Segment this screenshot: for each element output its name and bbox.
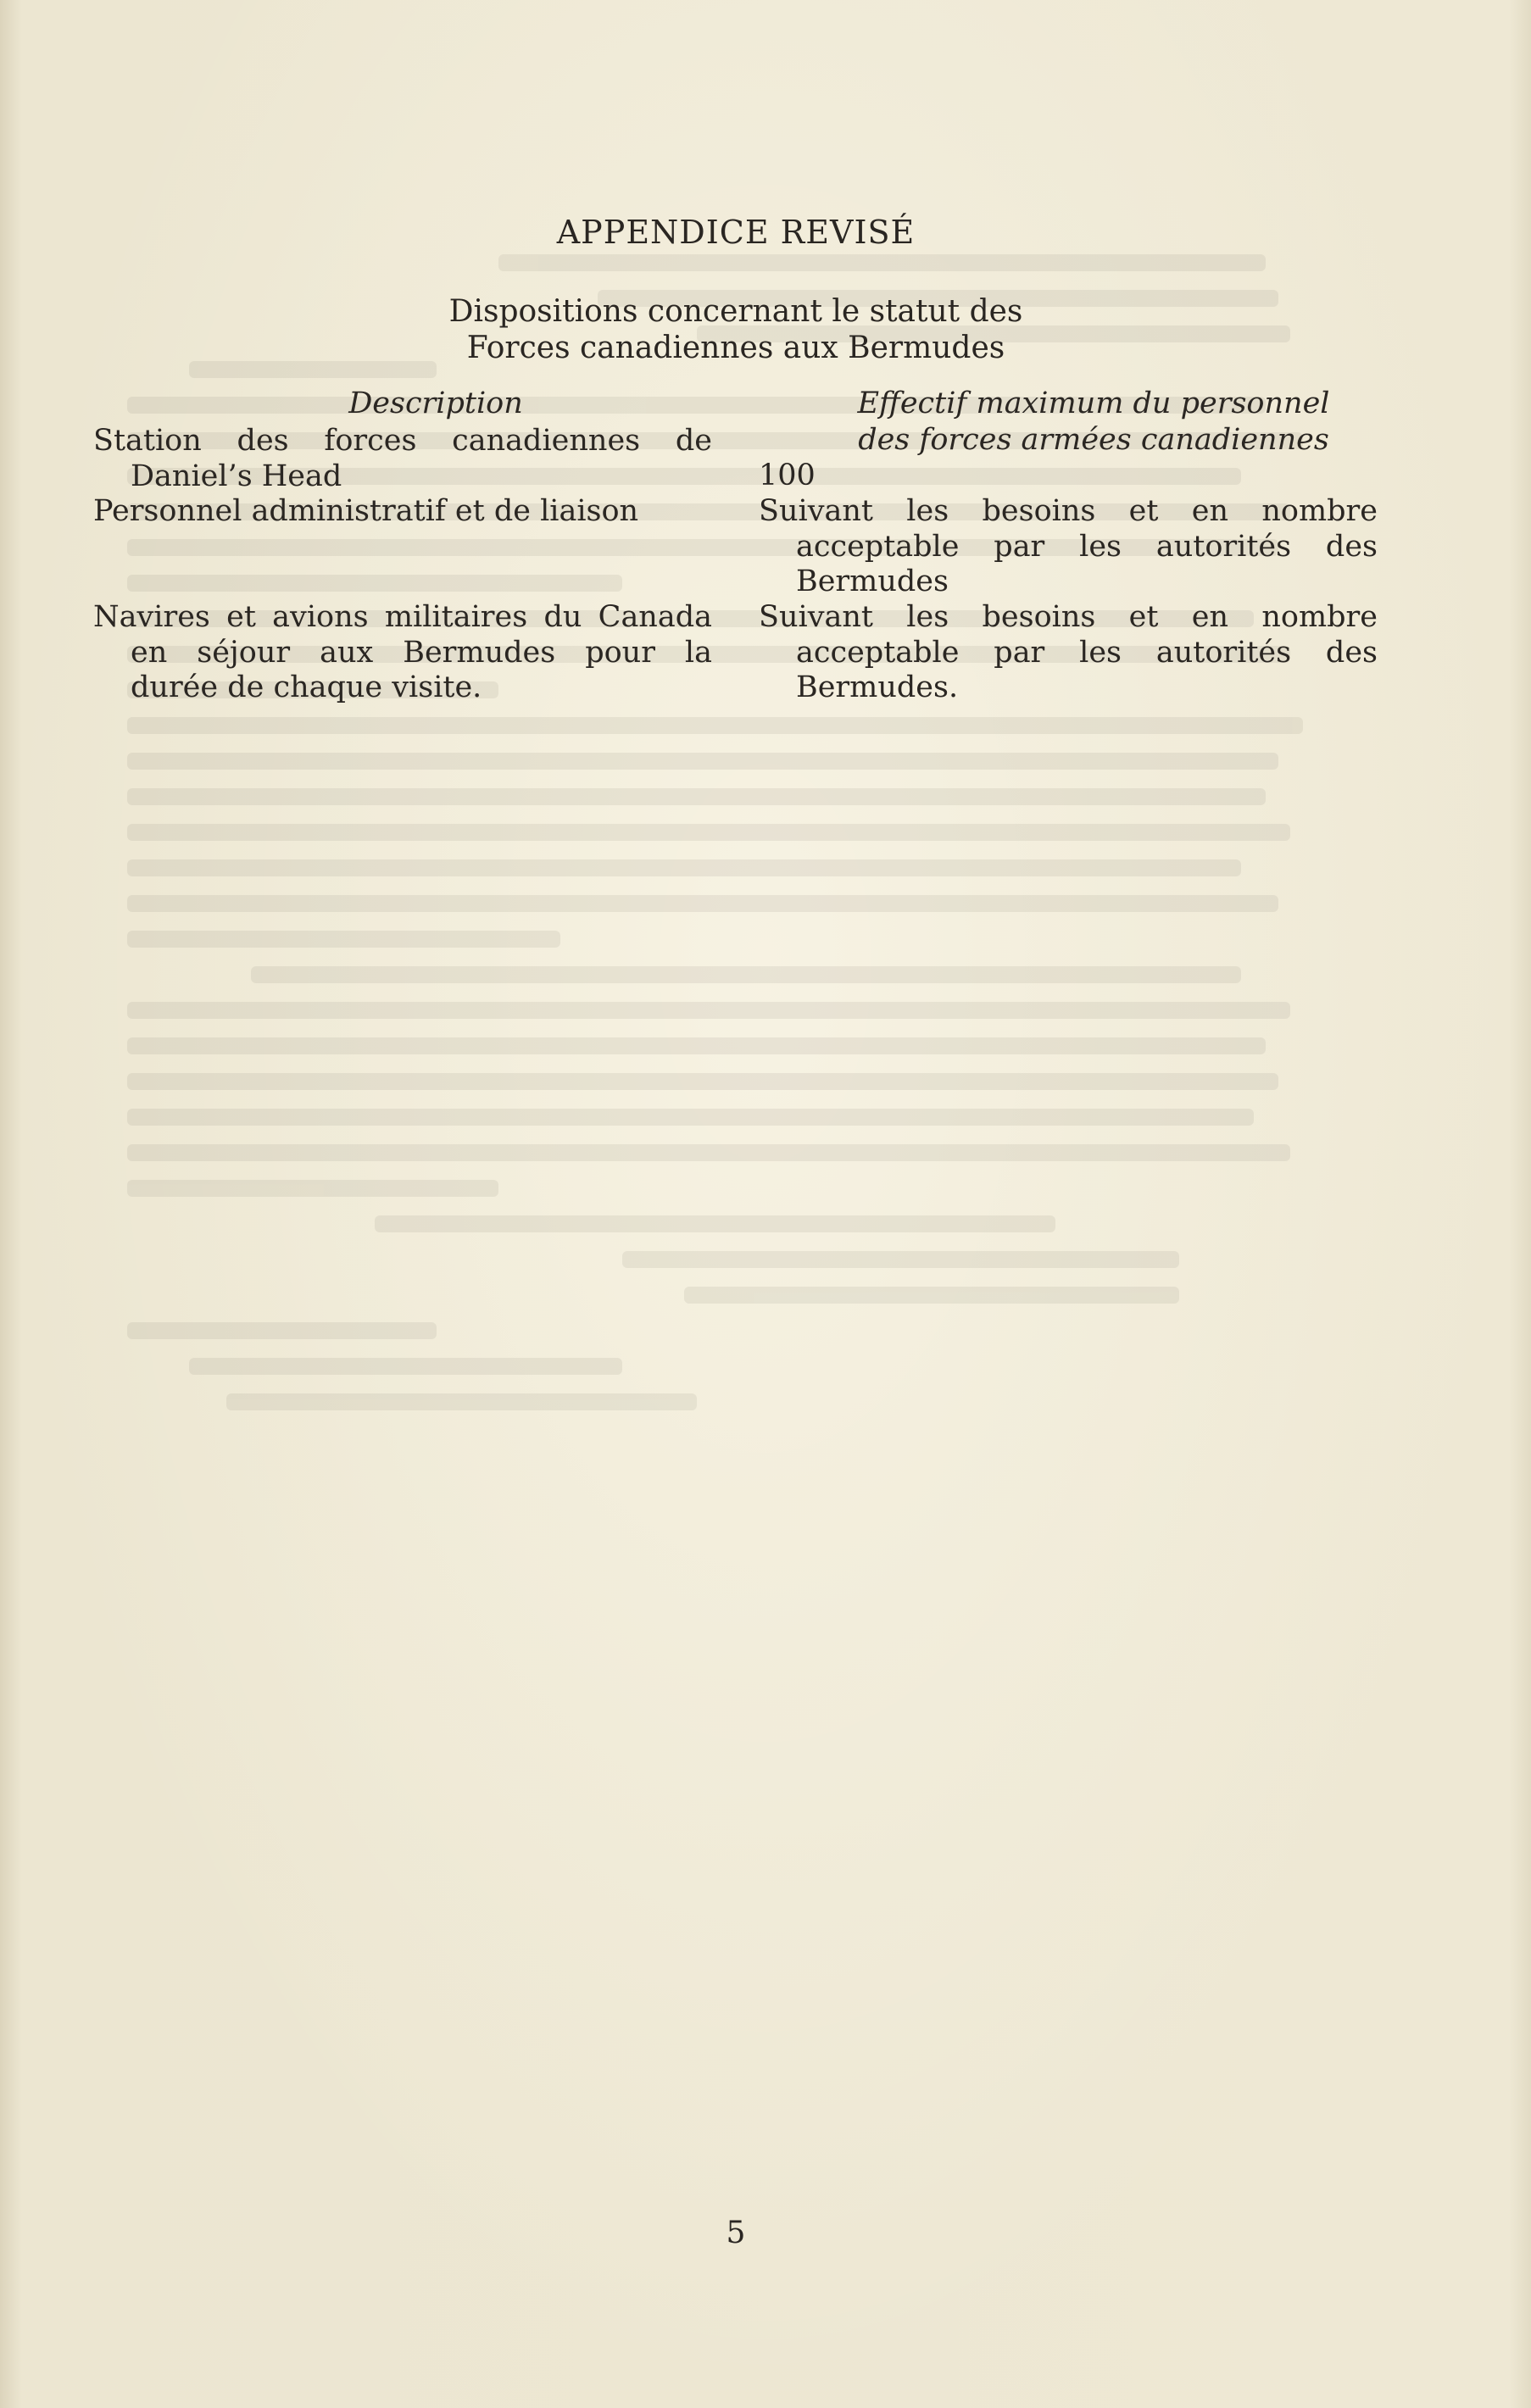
column-header-label: Effectif maximum du personnel	[857, 387, 1330, 420]
column-header-label: Description	[348, 387, 523, 420]
cell-line: acceptable par les autorités des	[796, 635, 1378, 670]
subtitle-line: Dispositions concernant le statut des	[448, 294, 1023, 329]
cell-line: en séjour aux Bermudes pour la	[131, 635, 712, 670]
page-number: 5	[726, 2216, 746, 2250]
table-cell-effectif	[759, 600, 1378, 706]
cell-line: Station des forces canadiennes de	[93, 424, 712, 458]
cell-line: 100	[759, 459, 816, 492]
cell-line: Personnel administratif et de liaison	[93, 494, 639, 528]
appendix-heading: APPENDICE REVISÉ	[556, 214, 916, 251]
column-header-label: des forces armées canadiennes	[858, 423, 1329, 457]
cell-line: Daniel’s Head	[131, 459, 342, 493]
table-cell-description	[93, 494, 712, 530]
table-cell-description	[93, 600, 712, 706]
cell-line: Bermudes.	[796, 670, 959, 704]
cell-line: Navires et avions militaires du Canada	[93, 600, 712, 634]
column-header-description	[309, 386, 563, 422]
table-cell-effectif	[759, 459, 1378, 494]
table-cell-description	[93, 424, 712, 494]
table-cell-effectif	[759, 494, 1378, 600]
cell-line: Suivant les besoins et en nombre	[759, 494, 1378, 528]
cell-line: Suivant les besoins et en nombre	[759, 600, 1378, 634]
cell-line: acceptable par les autorités des	[796, 529, 1378, 564]
subtitle-line: Forces canadiennes aux Bermudes	[466, 331, 1005, 365]
cell-line: durée de chaque visite.	[131, 670, 482, 704]
column-header-effectif	[763, 386, 1424, 459]
document-subtitle	[0, 293, 1472, 366]
cell-line: Bermudes	[796, 564, 949, 598]
